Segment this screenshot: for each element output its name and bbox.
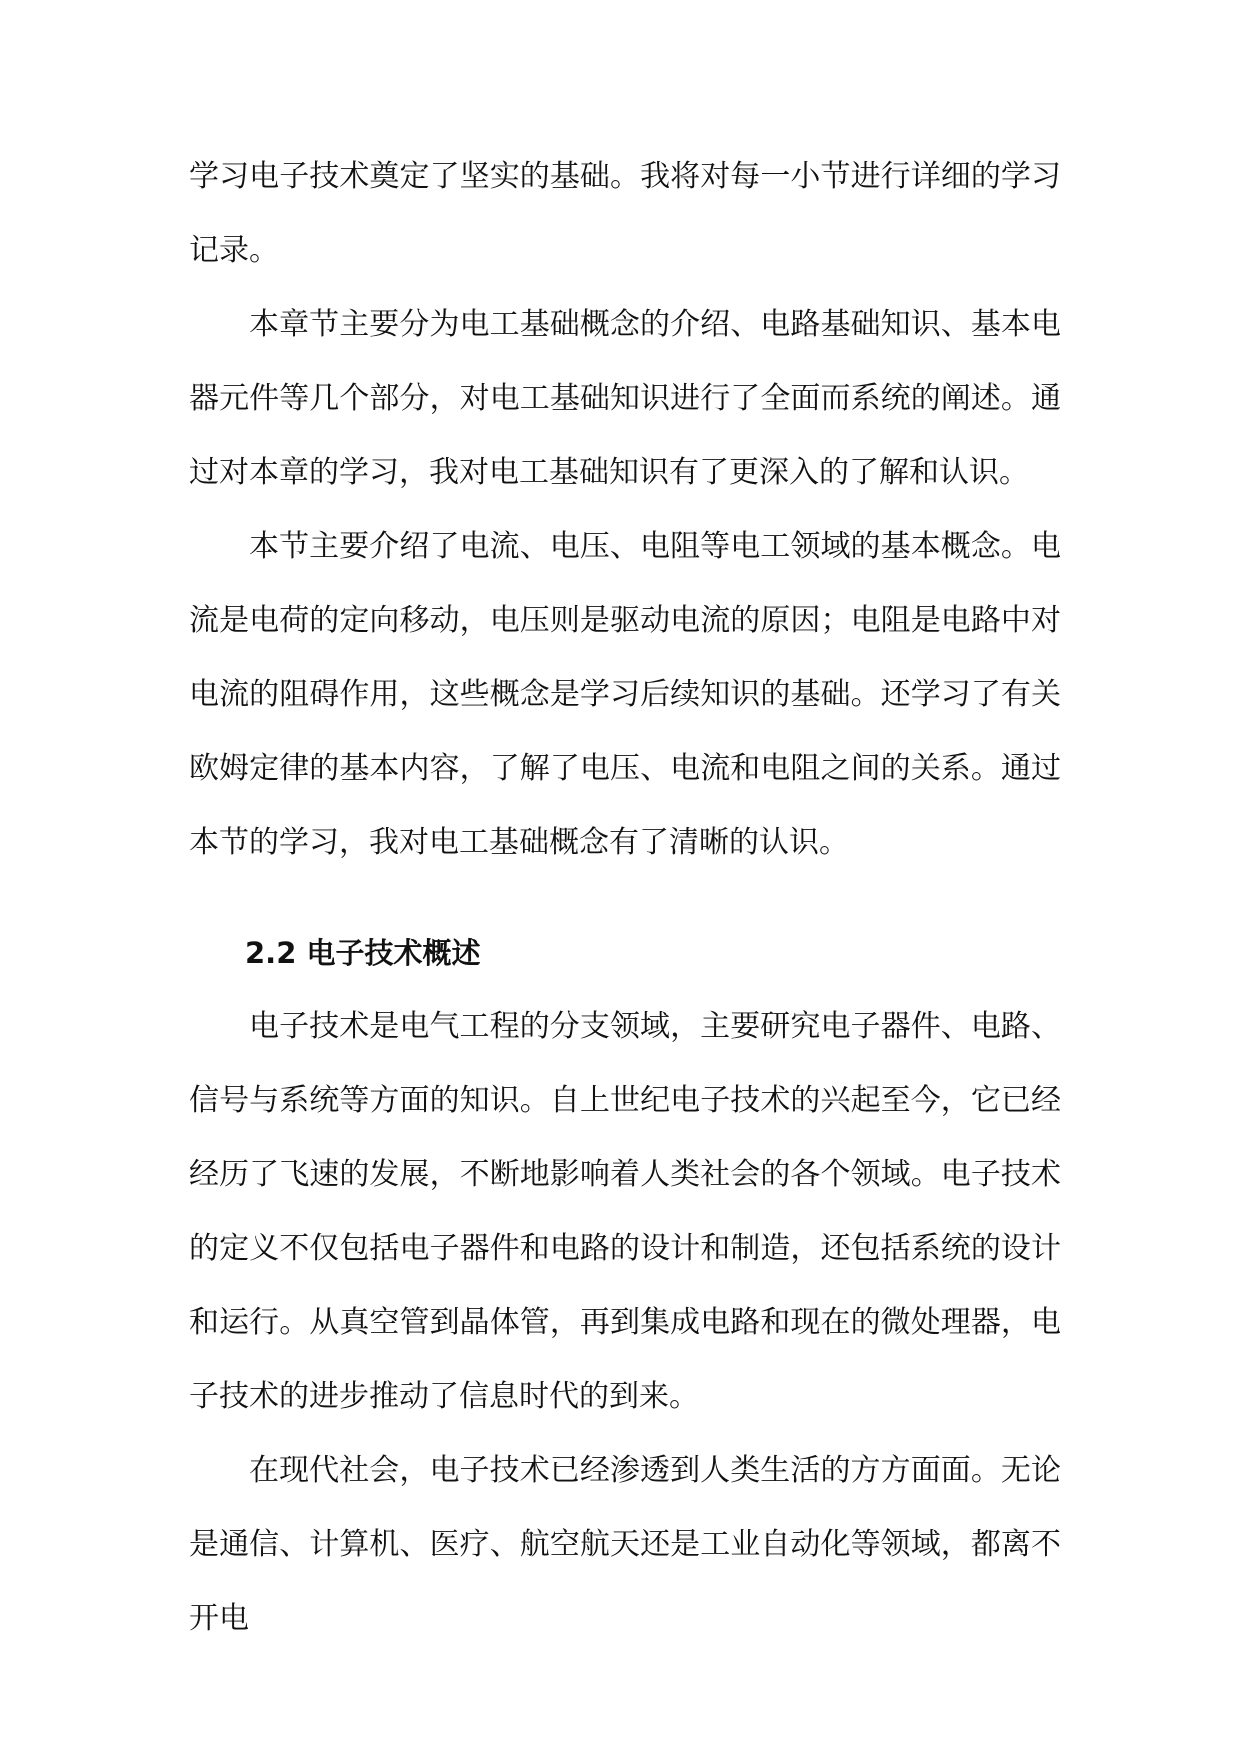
document-body	[189, 140, 1061, 1656]
paragraph-continuation: 学习电子技术奠定了坚实的基础。我将对每一小节进行详细的学习记录。	[189, 159, 1061, 268]
paragraph-electronics-definition: 电子技术是电气工程的分支领域，主要研究电子器件、电路、信号与系统等方面的知识。自上世纪电子技术的兴起至今，它已经经历了飞速的发展，不断地影响着人类社会的各个领域。电子技术的定义不仅包括电子器件和电路的设计和制造，还包括系统的设计和运行。从真空管到晶体管，再到集成电路和现在的微处理器，电子技术的进步推动了信息时代的到来。	[189, 1009, 1061, 1414]
section-heading: 2.2 电子技术概述	[245, 936, 481, 970]
paragraph-chapter-overview: 本章节主要分为电工基础概念的介绍、电路基础知识、基本电器元件等几个部分，对电工基础知识进行了全面而系统的阐述。通过对本章的学习，我对电工基础知识有了更深入的了解和认识。	[189, 307, 1061, 490]
spacer	[189, 880, 1061, 916]
paragraph-modern-society: 在现代社会，电子技术已经渗透到人类生活的方方面面。无论是通信、计算机、医疗、航空航天还是工业自动化等领域，都离不开电	[189, 1453, 1061, 1636]
paragraph-basic-concepts: 本节主要介绍了电流、电压、电阻等电工领域的基本概念。电流是电荷的定向移动，电压则是驱动电流的原因；电阻是电路中对电流的阻碍作用，这些概念是学习后续知识的基础。还学习了有关欧姆定律的基本内容，了解了电压、电流和电阻之间的关系。通过本节的学习，我对电工基础概念有了清晰的认识。	[189, 529, 1061, 860]
